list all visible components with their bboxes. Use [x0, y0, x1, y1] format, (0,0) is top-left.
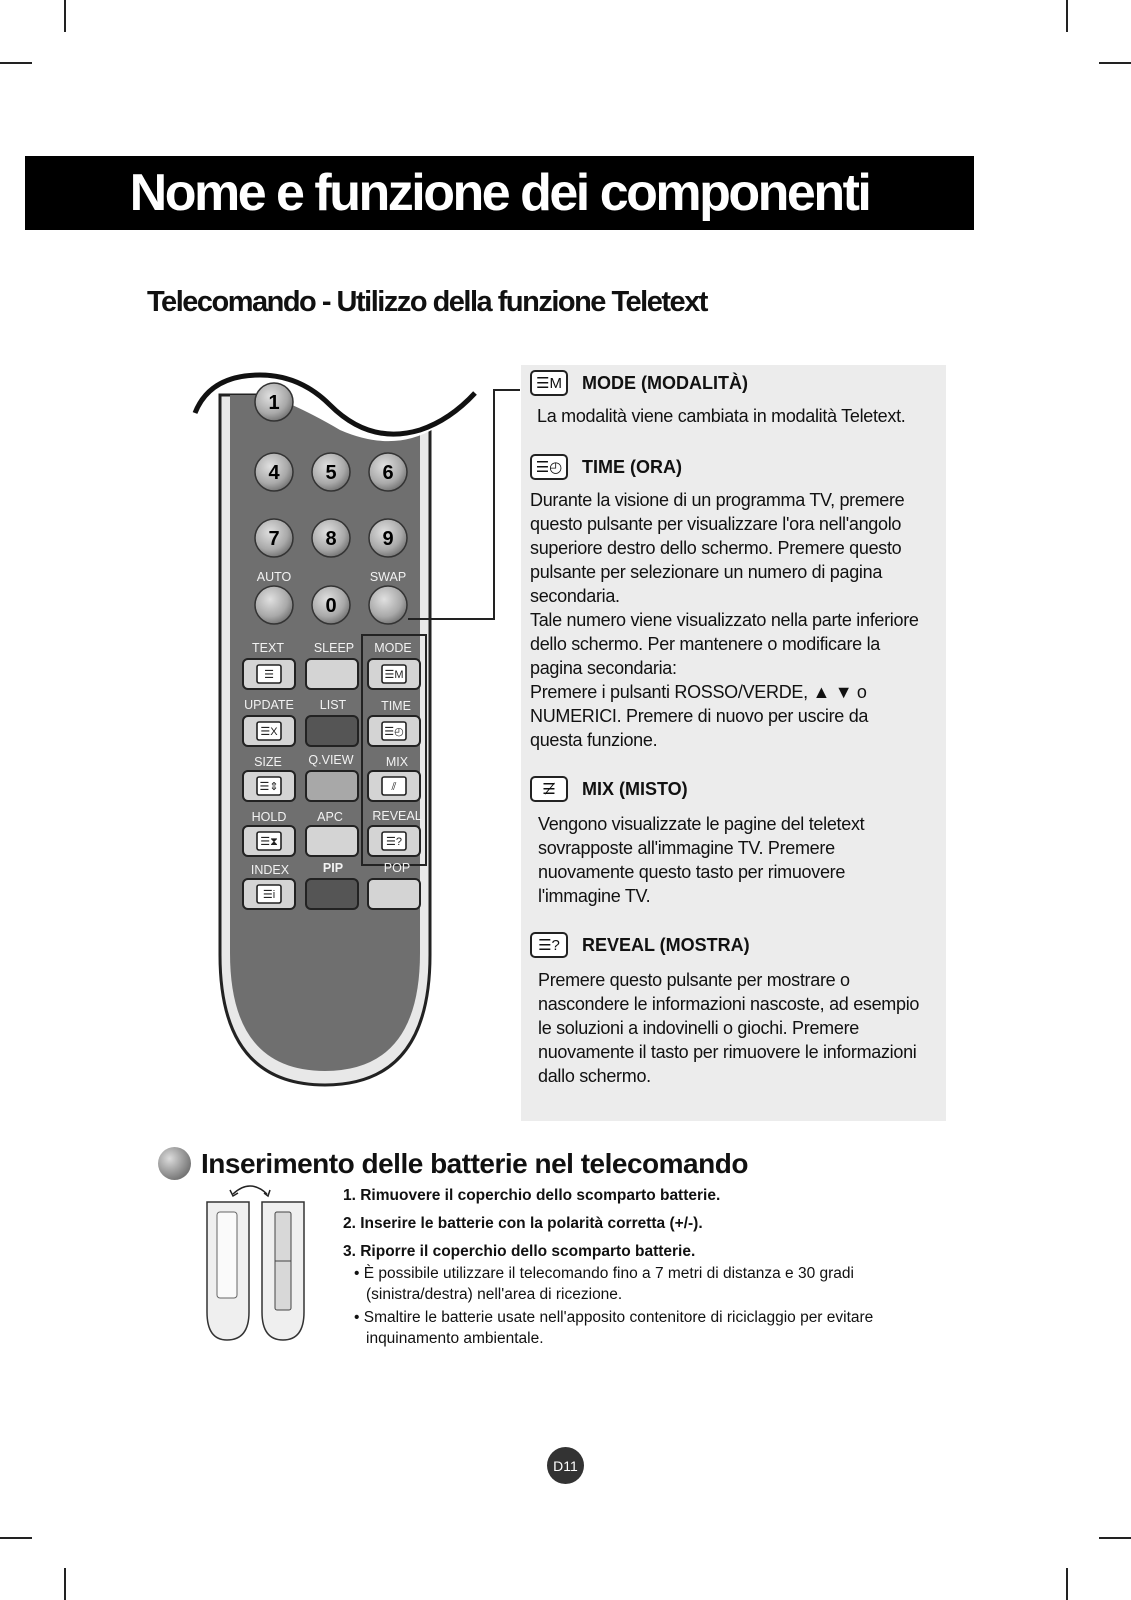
digit-button: [255, 519, 293, 557]
digit-button: [255, 383, 293, 421]
apc-button: [306, 826, 358, 856]
pop-button: [368, 879, 420, 909]
swap-label: SWAP: [369, 570, 407, 584]
hold-label: HOLD: [251, 810, 287, 824]
battery-note: • Smaltire le batterie usate nell'apposito contenitore di riciclaggio per evitare inquinamento ambientale.: [354, 1309, 874, 1347]
reveal-icon: ☰?: [530, 932, 568, 958]
pip-button: [306, 879, 358, 909]
time-label: TIME: [381, 699, 411, 713]
list-button: [306, 716, 358, 746]
function-reveal: [530, 930, 942, 1088]
sleep-button: [306, 659, 358, 689]
svg-text:7: 7: [268, 528, 280, 550]
svg-text:☰◴: ☰◴: [384, 726, 404, 738]
svg-text:☰⇕: ☰⇕: [259, 781, 279, 793]
crop-mark: [1099, 1537, 1131, 1539]
function-title: REVEAL (MOSTRA): [582, 934, 750, 955]
battery-section-heading: [158, 1147, 748, 1180]
battery-title: Inserimento delle batterie nel telecomando: [201, 1147, 748, 1179]
function-desc: Vengono visualizzate le pagine del teletext sovrapposte all'immagine TV. Premere nuovamente questo tasto per rimuovere l'immagine TV.: [538, 814, 865, 906]
sleep-label: SLEEP: [313, 641, 355, 655]
battery-note: • È possibile utilizzare il telecomando fino a 7 metri di distanza e 30 gradi (sinistra/destra) nell'area di ricezione.: [354, 1265, 854, 1303]
battery-step: 1. Rimuovere il coperchio dello scomparto batterie.: [343, 1187, 721, 1204]
svg-text:1: 1: [268, 392, 280, 414]
digit-button: [369, 519, 407, 557]
auto-button: [255, 586, 293, 624]
svg-text:4: 4: [268, 462, 280, 484]
function-time: [530, 452, 942, 752]
qview-label: Q.VIEW: [308, 753, 354, 767]
update-label: UPDATE: [244, 698, 294, 712]
auto-label: AUTO: [256, 570, 292, 584]
svg-text:☰: ☰: [264, 669, 274, 681]
mix-icon: ☰̸: [530, 776, 568, 802]
function-mode: [530, 368, 942, 428]
mix-label: MIX: [385, 755, 409, 769]
svg-text:6: 6: [382, 462, 394, 484]
index-label: INDEX: [250, 863, 290, 877]
function-desc: Premere questo pulsante per mostrare o nascondere le informazioni nascoste, ad esempio le soluzioni a indovinelli o giochi. Premere nuovamente il tasto per rimuovere le informazioni dallo schermo.: [538, 970, 920, 1086]
svg-text:⫽: ⫽: [391, 781, 397, 793]
svg-text:☰X: ☰X: [260, 726, 278, 738]
function-desc: Durante la visione di un programma TV, premere questo pulsante per visualizzare l'ora nell'angolo superiore destro dello schermo. Premere questo pulsante per selezionare un numero di pagina secondaria. Tale numero viene visualizzato nella parte inferiore dello schermo. Per mantenere o modificare la pagina secondaria: Premere i pulsanti ROSSO/VERDE, ▲ ▼ o NUMERICI. Premere di nuovo per uscire da questa funzione.: [530, 490, 919, 750]
function-mix: [530, 774, 942, 908]
reveal-label: REVEAL: [372, 809, 422, 823]
remote-svg: [190, 355, 520, 1100]
swap-button: [369, 586, 407, 624]
mode-icon: ☰M: [530, 370, 568, 396]
mode-label: MODE: [374, 641, 412, 655]
digit-button: [312, 453, 350, 491]
battery-steps: [343, 1187, 943, 1351]
function-desc: La modalità viene cambiata in modalità Teletext.: [537, 406, 906, 426]
bullet-icon: [158, 1147, 191, 1180]
crop-mark: [64, 0, 66, 32]
swap-arrow: [233, 1186, 267, 1194]
crop-mark: [0, 1537, 32, 1539]
battery-step: 2. Inserire le batterie con la polarità corretta (+/-).: [343, 1215, 703, 1232]
crop-mark: [0, 62, 32, 64]
crop-mark: [1066, 1568, 1068, 1600]
crop-mark: [1099, 62, 1131, 64]
svg-text:☰M: ☰M: [384, 669, 404, 681]
function-title: MODE (MODALITÀ): [582, 372, 748, 393]
size-label: SIZE: [254, 755, 282, 769]
svg-text:☰⧗: ☰⧗: [260, 836, 278, 848]
battery-step: 3. Riporre il coperchio dello scomparto batterie.: [343, 1243, 696, 1260]
svg-text:☰i: ☰i: [262, 889, 276, 901]
title-banner: [25, 156, 974, 230]
svg-text:0: 0: [325, 595, 337, 617]
clock-icon: ☰◴: [530, 454, 568, 480]
apc-label: APC: [317, 810, 343, 824]
battery-illustration: [205, 1180, 320, 1345]
page-title: Nome e funzione dei componenti: [129, 164, 870, 222]
svg-text:9: 9: [382, 528, 394, 550]
svg-text:5: 5: [325, 462, 337, 484]
remote-illustration: [190, 355, 520, 1100]
section-subtitle: Telecomando - Utilizzo della funzione Teletext: [147, 286, 707, 318]
qview-button: [306, 771, 358, 801]
text-label: TEXT: [252, 641, 284, 655]
crop-mark: [1066, 0, 1068, 32]
digit-button: [255, 453, 293, 491]
svg-text:8: 8: [325, 528, 337, 550]
function-title: MIX (MISTO): [582, 778, 688, 799]
page-number: D11: [547, 1447, 584, 1484]
svg-text:☰?: ☰?: [386, 836, 402, 848]
pop-label: POP: [383, 861, 411, 875]
digit-button: [312, 586, 350, 624]
function-title: TIME (ORA): [582, 456, 682, 477]
pip-label: PIP: [322, 861, 344, 875]
list-label: LIST: [319, 698, 347, 712]
digit-button: [369, 453, 407, 491]
digit-button: [312, 519, 350, 557]
crop-mark: [64, 1568, 66, 1600]
